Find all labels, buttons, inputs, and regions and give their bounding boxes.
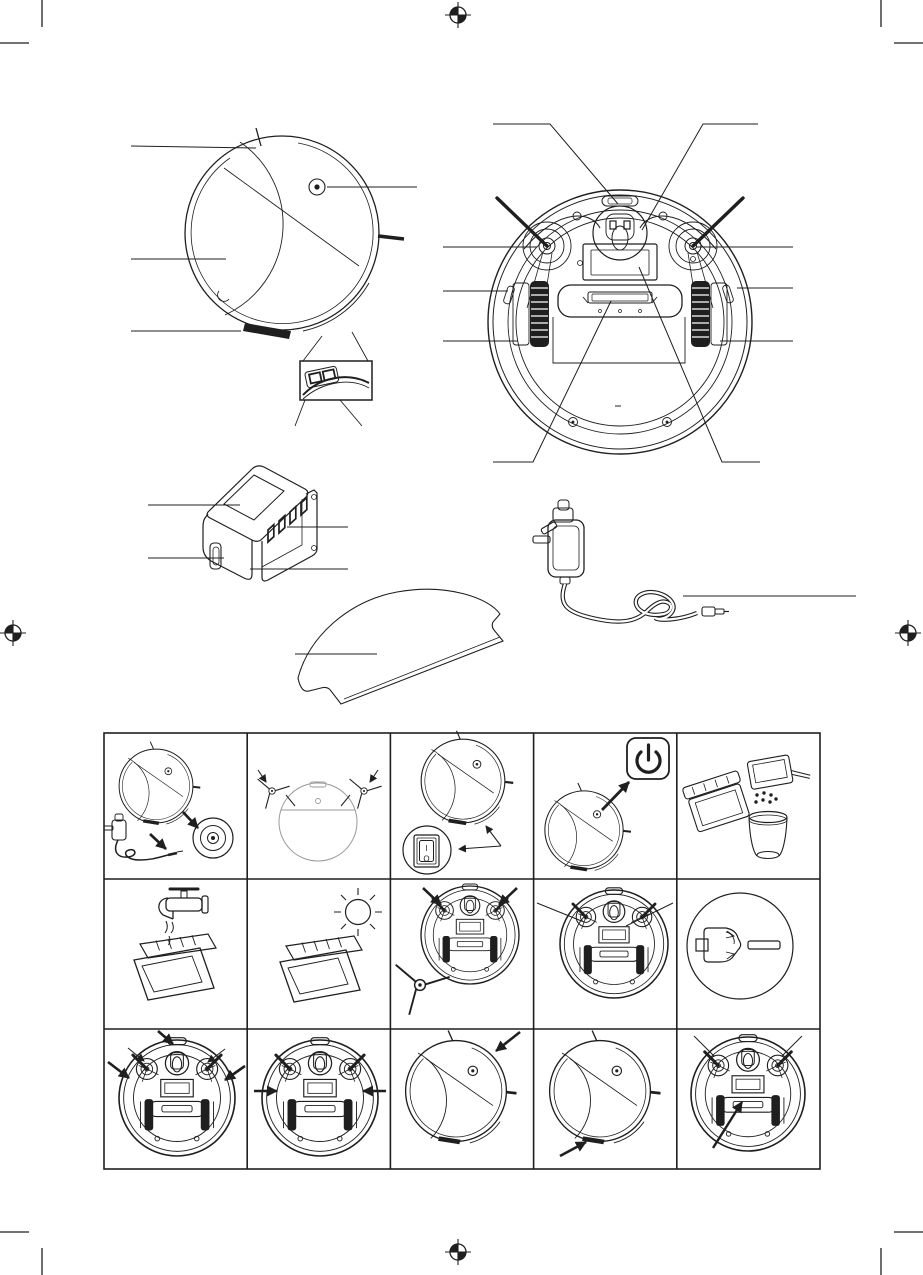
instruction-grid xyxy=(104,731,820,1169)
grid-cell-attach-side-brushes xyxy=(258,770,382,861)
charging-contacts-inset xyxy=(295,332,372,426)
arrow xyxy=(602,782,629,810)
adapter-body xyxy=(533,500,584,584)
grid-cell-clean-drive-wheels xyxy=(254,1038,386,1156)
dc-connector xyxy=(702,607,729,616)
grid-cell-press-power-button xyxy=(545,738,669,871)
grid-cell-dry-dust-bin-in-sun xyxy=(280,888,382,1002)
side-brush-icon xyxy=(350,779,382,809)
grid-cell-wipe-charging-contacts xyxy=(550,1031,661,1156)
sun-icon xyxy=(334,888,382,936)
arrow xyxy=(499,888,517,905)
bumper-strip xyxy=(243,323,291,339)
figure-mop-plate xyxy=(295,589,503,704)
battery-contacts xyxy=(268,498,307,542)
trash-cup-icon xyxy=(749,812,787,859)
robot-bottom-icon xyxy=(560,888,668,998)
side-brush-icon xyxy=(258,779,290,809)
rocker-switch-icon xyxy=(414,835,439,867)
suction-inlet xyxy=(558,285,682,317)
robot-outline-icon xyxy=(279,782,357,861)
charge-port-icon xyxy=(193,818,233,858)
right-drive-wheel xyxy=(691,281,727,347)
grid-cell-check-front-caster-and-brushes xyxy=(537,888,673,998)
arrow xyxy=(423,888,441,905)
faucet-icon xyxy=(159,889,208,945)
slot-icon xyxy=(748,941,780,949)
figure-robot-top-view xyxy=(131,128,417,426)
charging-contacts-icon xyxy=(304,366,339,388)
arrow xyxy=(183,812,198,828)
robot-bottom-icon xyxy=(262,1038,378,1156)
robot-bottom-body xyxy=(488,190,752,454)
grid-cell-clean-suction-inlet xyxy=(691,1035,805,1151)
crop-mark-top-left xyxy=(0,0,42,43)
callout-lines xyxy=(443,124,793,462)
crop-mark-top-right xyxy=(881,0,923,43)
power-button-icon xyxy=(627,738,669,779)
figure-battery-pack xyxy=(148,466,348,581)
crop-mark-bottom-right xyxy=(881,1232,923,1275)
arrow xyxy=(496,1032,520,1051)
grid-cell-connect-charger-to-robot xyxy=(104,742,233,860)
grid-cell-main-power-switch-on xyxy=(403,731,513,874)
arrow xyxy=(150,834,166,849)
dust-particles xyxy=(754,791,777,803)
switch-on-label: I xyxy=(425,844,428,853)
robot-bottom-icon xyxy=(691,1035,805,1151)
arrow xyxy=(225,1066,245,1080)
battery-compartment xyxy=(583,244,657,280)
grid-cell-front-caster-detail xyxy=(687,893,793,999)
dust-bin-icon xyxy=(134,934,216,1000)
grid-cell-clean-sensors-and-brushes xyxy=(108,1031,245,1156)
dust-bin-icon xyxy=(682,770,752,833)
arrow xyxy=(560,1142,586,1156)
side-tick xyxy=(378,236,404,239)
left-drive-wheel xyxy=(513,281,549,347)
adapter-cable xyxy=(563,584,729,622)
battery-body xyxy=(203,466,317,581)
side-brush-icon xyxy=(396,965,450,1015)
grid-cell-clean-side-brushes xyxy=(396,884,519,1015)
dust-bin-icon xyxy=(280,936,362,1002)
pointer-lines xyxy=(694,1036,802,1056)
robot-top-icon xyxy=(421,731,513,825)
switch-off-label: O xyxy=(423,854,430,864)
grid-cell-rinse-dust-bin-under-tap xyxy=(134,889,216,1000)
grid-cell-empty-dust-bin xyxy=(682,752,811,859)
robot-top-icon xyxy=(550,1031,661,1145)
callout-lines xyxy=(148,505,348,569)
registration-mark-top xyxy=(445,2,471,28)
robot-top-body xyxy=(185,128,404,339)
registration-mark-left xyxy=(0,620,26,646)
arrow xyxy=(486,826,501,846)
registration-mark-bottom xyxy=(445,1239,471,1265)
robot-top-icon xyxy=(119,742,200,825)
crop-mark-bottom-left xyxy=(0,1232,42,1275)
arrow xyxy=(459,846,501,849)
grid-cell-wipe-top-cover xyxy=(406,1031,520,1145)
figure-power-adapter xyxy=(533,500,856,622)
robot-top-icon xyxy=(545,783,631,871)
arrow xyxy=(370,770,378,782)
registration-mark-right xyxy=(895,620,921,646)
caster-wheel-icon xyxy=(696,928,741,962)
figure-robot-bottom-view xyxy=(443,124,793,462)
callout-lines xyxy=(131,146,417,331)
filter-icon xyxy=(747,752,811,790)
